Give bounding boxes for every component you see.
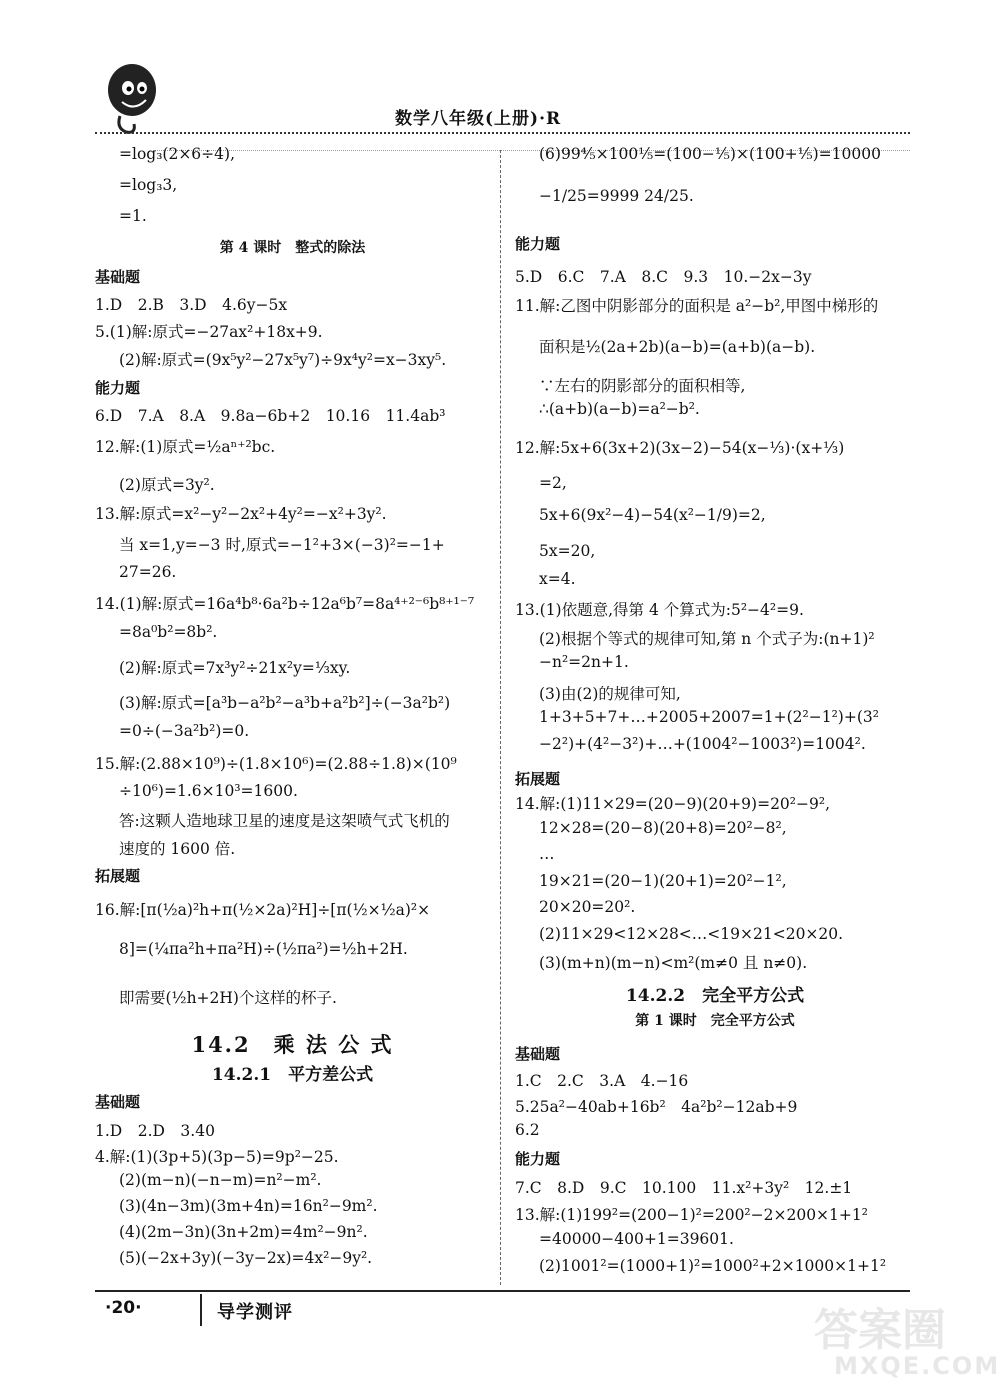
- answer-line: 12.解:5x+6(3x+2)(3x−2)−54(x−⅓)·(x+⅓): [515, 439, 845, 457]
- answer-line: (6)99⅘×100⅕=(100−⅕)×(100+⅕)=10000: [539, 145, 881, 163]
- answer-line: =log₃(2×6÷4),: [119, 145, 235, 163]
- answer-line: (3)(m+n)(m−n)<m²(m≠0 且 n≠0).: [539, 954, 808, 972]
- answer-line: (5)(−2x+3y)(−3y−2x)=4x²−9y².: [119, 1249, 373, 1267]
- answer-line: 20×20=20².: [539, 898, 636, 916]
- answer-line: ÷10⁶)=1.6×10³=1600.: [119, 782, 298, 800]
- answer-line: 即需要(½h+2H)个这样的杯子.: [119, 989, 337, 1007]
- answer-line: (2)解:原式=(9x⁵y²−27x⁵y⁷)÷9x⁴y²=x−3xy⁵.: [119, 351, 447, 369]
- answer-line: (2)1001²=(1000+1)²=1000²+2×1000×1+1²: [539, 1257, 887, 1275]
- section-heading: 基础题: [515, 1045, 561, 1063]
- answer-line: =2,: [539, 474, 567, 492]
- page-header: [95, 50, 910, 160]
- answer-line: 1.C 2.C 3.A 4.−16: [515, 1072, 689, 1090]
- watermark-main-text: 答案圈: [814, 1305, 946, 1356]
- answer-line: x=4.: [539, 570, 576, 588]
- answer-line: 5.25a²−40ab+16b² 4a²b²−12ab+9: [515, 1098, 798, 1116]
- answer-line: 19×21=(20−1)(20+1)=20²−1²,: [539, 872, 787, 890]
- answer-line: −n²=2n+1.: [539, 653, 629, 671]
- answer-line: 14.(1)解:原式=16a⁴b⁸·6a²b÷12a⁶b⁷=8a⁴⁺²⁻⁶b⁸⁺¹⁻⁷: [95, 595, 475, 613]
- answer-line: (3)解:原式=[a³b−a²b²−a³b+a²b²]÷(−3a²b²): [119, 694, 451, 712]
- section-heading: 基础题: [95, 268, 141, 286]
- answer-line: 7.C 8.D 9.C 10.100 11.x²+3y² 12.±1: [515, 1179, 853, 1197]
- answer-line: …: [539, 845, 555, 863]
- answer-line: 4.解:(1)(3p+5)(3p−5)=9p²−25.: [95, 1148, 339, 1166]
- answer-line: 12×28=(20−8)(20+8)=20²−8²,: [539, 819, 787, 837]
- answer-line: 14.解:(1)11×29=(20−9)(20+9)=20²−9²,: [515, 795, 830, 813]
- answer-line: 13.(1)依题意,得第 4 个算式为:5²−4²=9.: [515, 601, 804, 619]
- answer-line: 13.解:原式=x²−y²−2x²+4y²=−x²+3y².: [95, 505, 387, 523]
- answer-line: 6.2: [515, 1121, 540, 1139]
- chapter-heading: 14.2.1 平方差公式: [211, 1065, 374, 1085]
- page-number: ·20·: [105, 1298, 142, 1318]
- section-heading: 拓展题: [515, 770, 561, 788]
- answer-line: 5.(1)解:原式=−27ax²+18x+9.: [95, 323, 323, 341]
- answer-line: =40000−400+1=39601.: [539, 1230, 734, 1248]
- section-heading: 基础题: [95, 1093, 141, 1111]
- answer-line: 13.解:(1)199²=(200−1)²=200²−2×200×1+1²: [515, 1206, 868, 1224]
- answer-line: =1.: [119, 207, 147, 225]
- answer-line: 速度的 1600 倍.: [119, 840, 236, 858]
- answer-line: (2)(m−n)(−n−m)=n²−m².: [119, 1171, 322, 1189]
- answer-line: (2)原式=3y².: [119, 476, 215, 494]
- mascot-icon: [100, 58, 162, 138]
- header-title: 数学八年级(上册)·R: [395, 109, 562, 129]
- answer-line: 6.D 7.A 8.A 9.8a−6b+2 10.16 11.4ab³: [95, 407, 446, 425]
- chapter-heading: 第 4 课时 整式的除法: [219, 240, 366, 256]
- answer-line: 面积是½(2a+2b)(a−b)=(a+b)(a−b).: [539, 338, 816, 356]
- footer-brand: 导学测评: [217, 1302, 293, 1323]
- answer-line: 1.D 2.D 3.40: [95, 1122, 215, 1140]
- answer-line: ∴(a+b)(a−b)=a²−b².: [539, 400, 700, 418]
- answer-line: =0÷(−3a²b²)=0.: [119, 722, 250, 740]
- answer-line: (2)解:原式=7x³y²÷21x²y=⅓xy.: [119, 659, 351, 677]
- answer-line: ∵左右的阴影部分的面积相等,: [539, 377, 746, 395]
- answer-line: 12.解:(1)原式=½aⁿ⁺²bc.: [95, 438, 276, 456]
- chapter-heading: 第 1 课时 完全平方公式: [635, 1013, 795, 1029]
- answer-line: 5x+6(9x²−4)−54(x²−1/9)=2,: [539, 506, 766, 524]
- answer-line: 答:这颗人造地球卫星的速度是这架喷气式飞机的: [119, 812, 450, 830]
- answer-line: 16.解:[π(½a)²h+π(½×2a)²H]÷[π(½×½a)²×: [95, 901, 431, 919]
- watermark-logo: [808, 1292, 1000, 1387]
- page-footer: [95, 1290, 910, 1330]
- answer-line: (3)(4n−3m)(3m+4n)=16n²−9m².: [119, 1197, 378, 1215]
- answer-line: (2)根据个等式的规律可知,第 n 个式子为:(n+1)²: [539, 630, 875, 648]
- answer-line: −1/25=9999 24/25.: [539, 187, 694, 205]
- section-heading: 能力题: [95, 379, 141, 397]
- answer-line: =log₃3,: [119, 176, 178, 194]
- answer-line: =8a⁰b²=8b².: [119, 623, 218, 641]
- header-divider: [95, 132, 910, 134]
- answer-line: 15.解:(2.88×10⁹)÷(1.8×10⁶)=(2.88÷1.8)×(10⁹: [95, 755, 457, 773]
- footer-rule: [95, 1290, 910, 1292]
- answer-line: 8]=(¼πa²h+πa²H)÷(½πa²)=½h+2H.: [119, 940, 408, 958]
- footer-separator: [200, 1294, 202, 1326]
- answer-line: 5.D 6.C 7.A 8.C 9.3 10.−2x−3y: [515, 268, 812, 286]
- answer-line: (4)(2m−3n)(3n+2m)=4m²−9n².: [119, 1223, 368, 1241]
- column-divider: [500, 150, 501, 1285]
- chapter-heading: 14.2 乘 法 公 式: [191, 1032, 394, 1057]
- section-heading: 能力题: [515, 1150, 561, 1168]
- answer-line: −2²)+(4²−3²)+…+(1004²−1003²)=1004².: [539, 735, 866, 753]
- answer-line: 27=26.: [119, 563, 177, 581]
- answer-line: 1+3+5+7+…+2005+2007=1+(2²−1²)+(3²: [539, 708, 879, 726]
- answer-line: (2)11×29<12×28<…<19×21<20×20.: [539, 925, 844, 943]
- section-heading: 能力题: [515, 235, 561, 253]
- chapter-heading: 14.2.2 完全平方公式: [625, 986, 805, 1006]
- section-heading: 拓展题: [95, 867, 141, 885]
- answer-line: 11.解:乙图中阴影部分的面积是 a²−b²,甲图中梯形的: [515, 297, 879, 315]
- answer-line: 5x=20,: [539, 542, 596, 560]
- answer-line: (3)由(2)的规律可知,: [539, 685, 681, 703]
- answer-line: 当 x=1,y=−3 时,原式=−1²+3×(−3)²=−1+: [119, 536, 445, 554]
- answer-line: 1.D 2.B 3.D 4.6y−5x: [95, 296, 288, 314]
- watermark-sub-text: MXQE.COM: [834, 1352, 1000, 1380]
